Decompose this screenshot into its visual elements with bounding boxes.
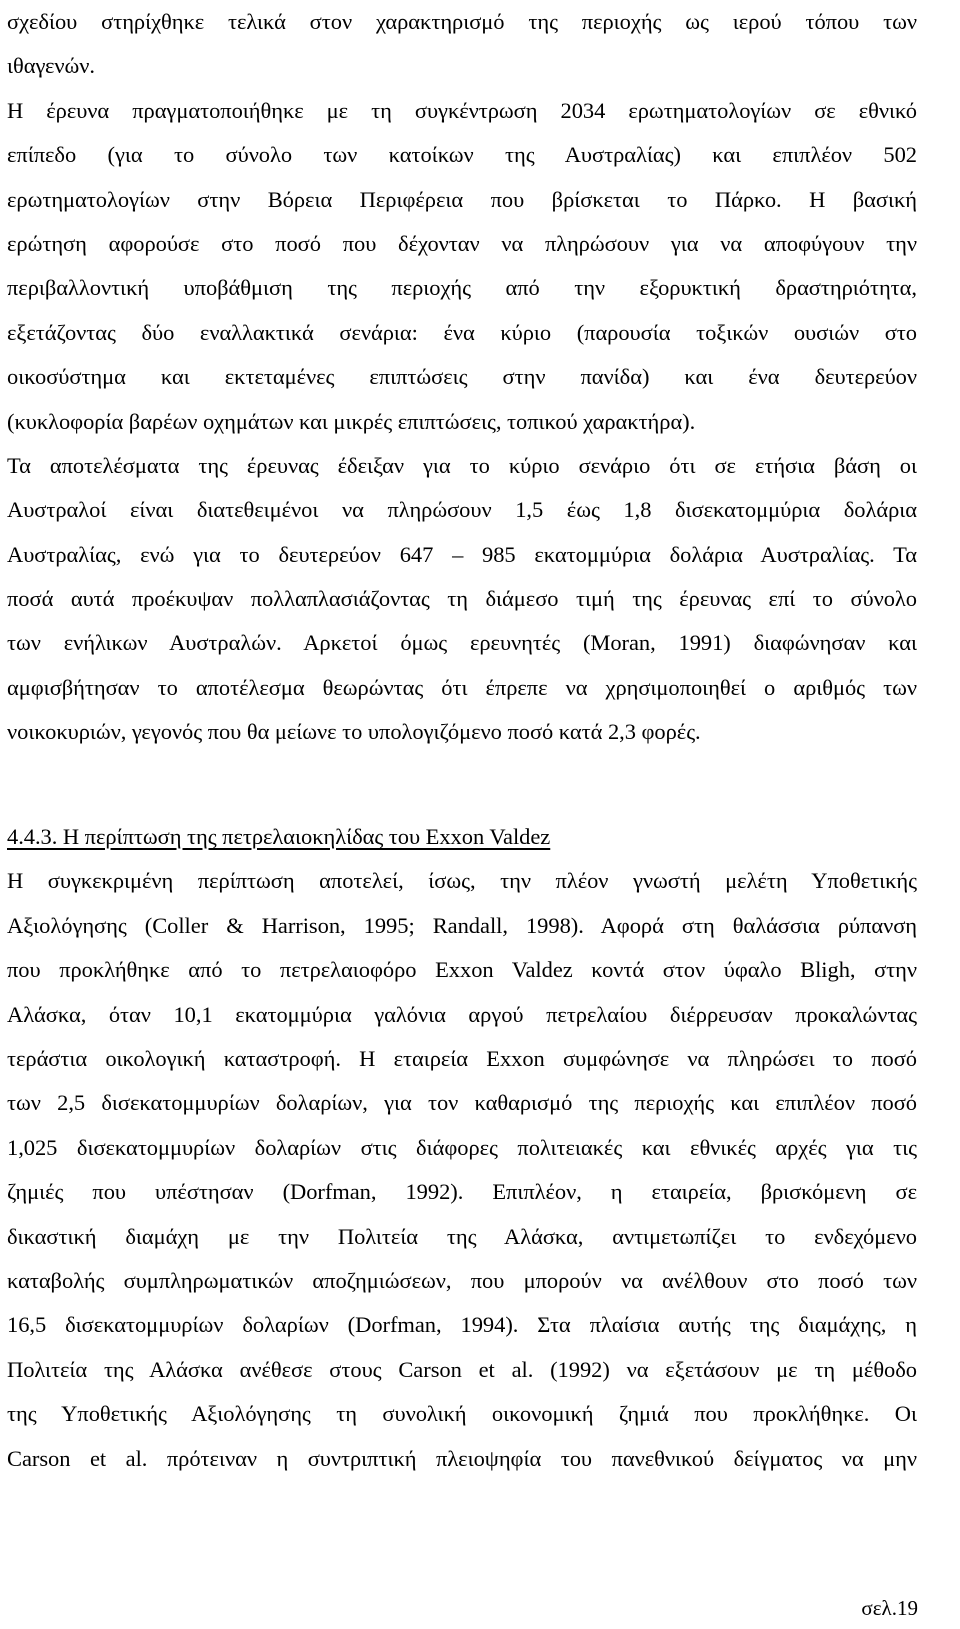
text-line: των ενήλικων Αυστραλών. Αρκετοί όμως ερευνητές (Moran, 1991) διαφώνησαν και (7, 630, 917, 656)
text-line: 1,025 δισεκατομμυρίων δολαρίων στις διάφορες πολιτειακές και εθνικές αρχές για τις (7, 1134, 917, 1160)
text-line: ζημιές που υπέστησαν (Dorfman, 1992). Επιπλέον, η εταιρεία, βρισκόμενη σε (7, 1179, 917, 1205)
text-line: Η έρευνα πραγματοποιήθηκε με τη συγκέντρωση 2034 ερωτηματολογίων σε εθνικό (7, 97, 917, 123)
text-line: Αυστραλίας, ενώ για το δευτερεύον 647 – 985 εκατομμύρια δολάρια Αυστραλίας. Τα (7, 541, 917, 567)
text-line: ποσά αυτά προέκυψαν πολλαπλασιάζοντας τη διάμεσο τιμή της έρευνας επί το σύνολο (7, 586, 917, 612)
text-line: (κυκλοφορία βαρέων οχημάτων και μικρές επιπτώσεις, τοπικού χαρακτήρα). (7, 408, 696, 434)
text-line: της Υποθετικής Αξιολόγησης τη συνολική οικονομική ζημιά που προκλήθηκε. Οι (7, 1401, 917, 1427)
paragraph-continuation (7, 0, 917, 89)
paragraph-survey-method (7, 89, 917, 444)
text-line: σχεδίου στηρίχθηκε τελικά στον χαρακτηρισμό της περιοχής ως ιερού τόπου των (7, 9, 917, 34)
text-line: 16,5 δισεκατομμυρίων δολαρίων (Dorfman, 1994). Στα πλαίσια αυτής της διαμάχης, η (7, 1312, 917, 1338)
text-line: περιβαλλοντική υποβάθμιση της περιοχής από την εξορυκτική δραστηριότητα, (7, 275, 917, 301)
text-line: ερώτηση αφορούσε στο ποσό που δέχονταν να πληρώσουν για να αποφύγουν την (7, 230, 917, 256)
text-line: Αυστραλοί είναι διατεθειμένοι να πληρώσουν 1,5 έως 1,8 δισεκατομμύρια δολάρια (7, 497, 917, 523)
text-line: τεράστια οικολογική καταστροφή. Η εταιρεία Exxon συμφώνησε να πληρώσει το ποσό (7, 1045, 917, 1071)
text-line: Αλάσκα, όταν 10,1 εκατομμύρια γαλόνια αργού πετρελαίου διέρρευσαν προκαλώντας (7, 1001, 917, 1027)
text-line: Η συγκεκριμένη περίπτωση αποτελεί, ίσως, την πλέον γνωστή μελέτη Υποθετικής (7, 868, 917, 894)
text-line: Πολιτεία της Αλάσκα ανέθεσε στους Carson et al. (1992) να εξετάσουν με τη μέθοδο (7, 1356, 917, 1382)
text-line: ερωτηματολογίων στην Βόρεια Περιφέρεια που βρίσκεται το Πάρκο. Η βασική (7, 186, 917, 212)
text-line: που προκλήθηκε από το πετρελαιοφόρο Exxon Valdez κοντά στον ύφαλο Bligh, στην (7, 957, 917, 983)
paragraph-exxon-valdez (7, 859, 917, 1480)
text-line: αμφισβήτησαν το αποτέλεσμα θεωρώντας ότι έπρεπε να χρησιμοποιηθεί ο αριθμός των (7, 674, 917, 700)
section-heading-text: 4.4.3. Η περίπτωση της πετρελαιοκηλίδας του Exxon Valdez (7, 824, 551, 850)
paragraph-gap (7, 755, 917, 799)
text-line: εξετάζοντας δύο εναλλακτικά σενάρια: ένα κύριο (παρουσία τοξικών ουσιών στο (7, 319, 917, 345)
section-heading (7, 815, 917, 859)
paragraph-survey-results (7, 444, 917, 755)
text-line: Τα αποτελέσματα της έρευνας έδειξαν για το κύριο σενάριο ότι σε ετήσια βάση οι (7, 452, 917, 478)
text-line: Carson et al. πρότειναν η συντριπτική πλειοψηφία του πανεθνικού δείγματος να μην (7, 1445, 917, 1471)
text-line: οικοσύστημα και εκτεταμένες επιπτώσεις στην πανίδα) και ένα δευτερεύον (7, 364, 917, 390)
text-line: των 2,5 δισεκατομμυρίων δολαρίων, για τον καθαρισμό της περιοχής και επιπλέον ποσό (7, 1090, 917, 1116)
document-page (7, 0, 917, 1481)
text-line: καταβολής συμπληρωματικών αποζημιώσεων, που μπορούν να ανέλθουν στο ποσό των (7, 1267, 917, 1293)
text-line: Αξιολόγησης (Coller & Harrison, 1995; Randall, 1998). Αφορά στη θαλάσσια ρύπανση (7, 912, 917, 938)
text-line: επίπεδο (για το σύνολο των κατοίκων της Αυστραλίας) και επιπλέον 502 (7, 142, 917, 168)
text-line: νοικοκυριών, γεγονός που θα μείωνε το υπολογιζόμενο ποσό κατά 2,3 φορές. (7, 719, 701, 745)
text-line: δικαστική διαμάχη με την Πολιτεία της Αλάσκα, αντιμετωπίζει το ενδεχόμενο (7, 1223, 917, 1249)
page-number: σελ.19 (861, 1596, 918, 1620)
text-line: ιθαγενών. (7, 53, 95, 79)
